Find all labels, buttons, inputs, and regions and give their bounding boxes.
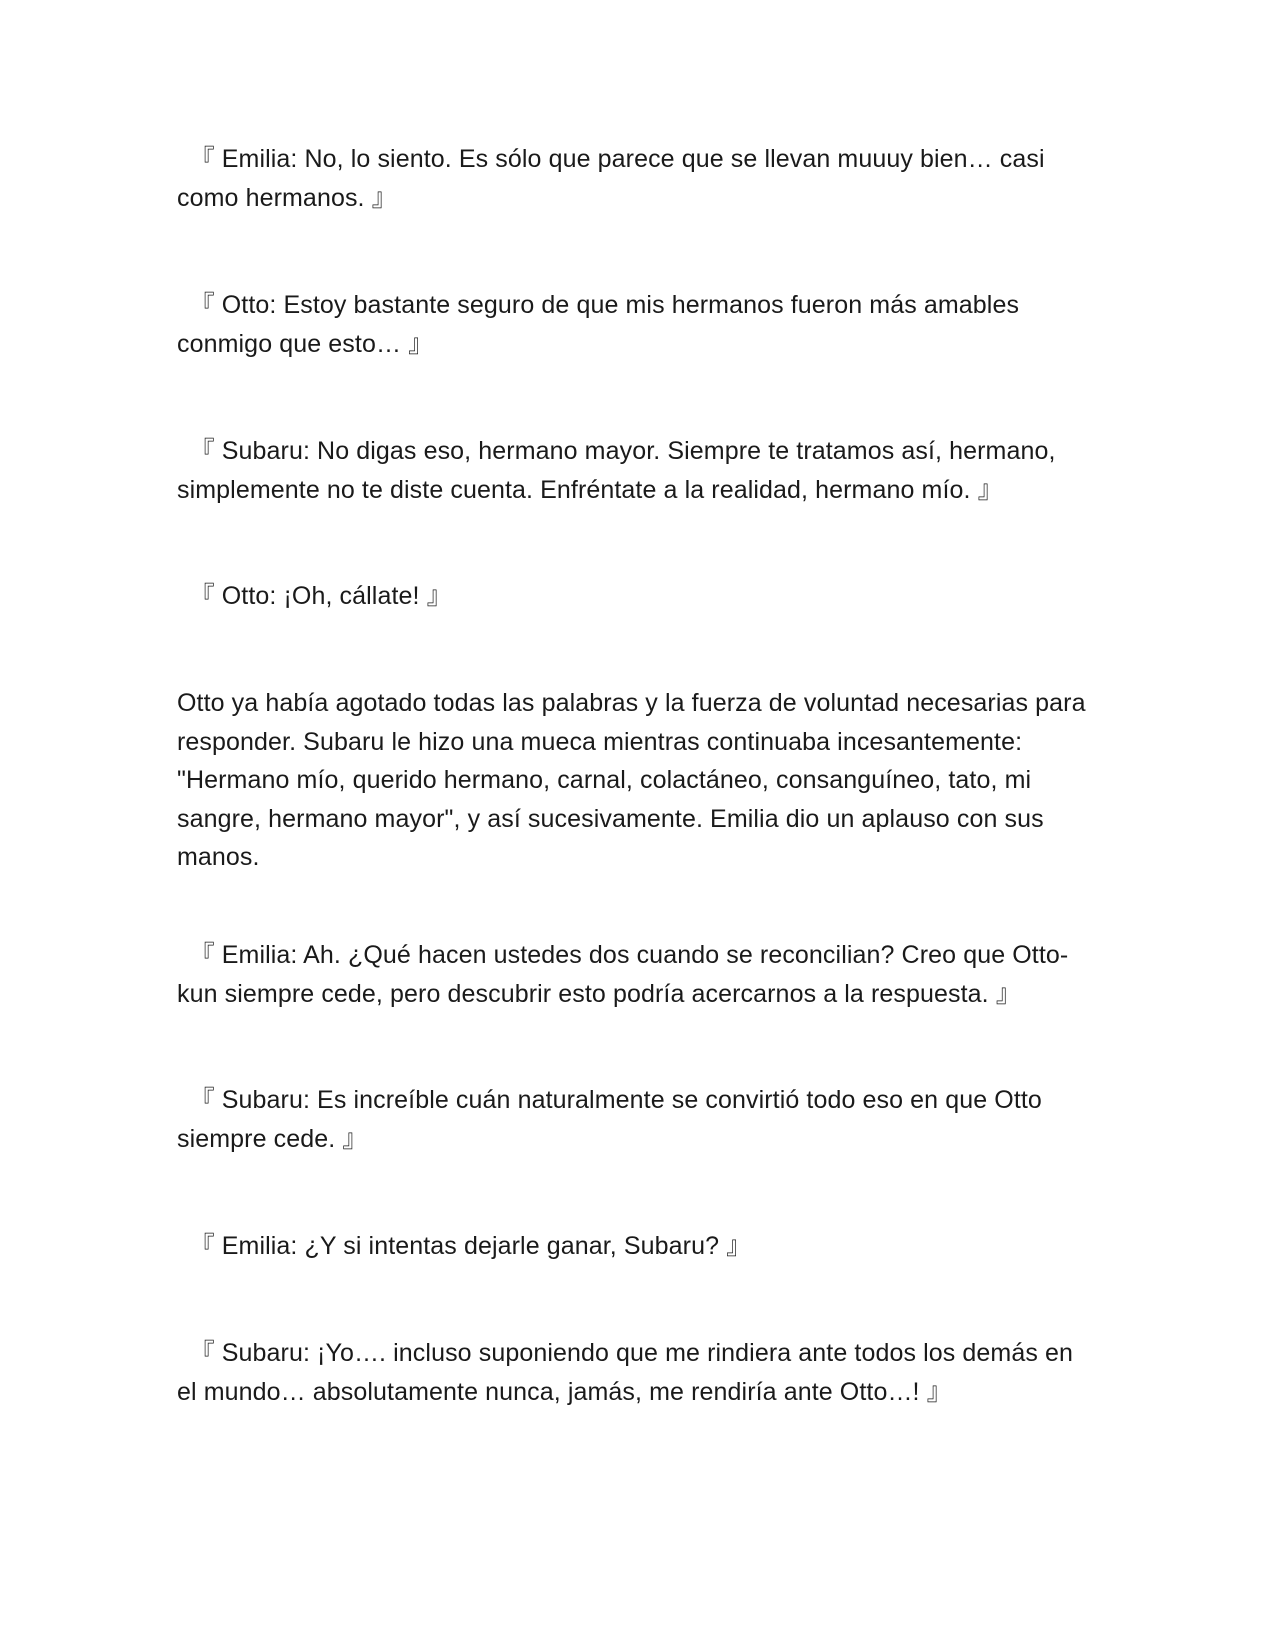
dialogue-emilia-2: 『 Emilia: Ah. ¿Qué hacen ustedes dos cuando se reconcilian? Creo que Otto-kun siempre cede, pero descubrir esto podría acercarnos a la respuesta. 』 [177, 941, 1069, 1008]
dialogue-otto-2: 『 Otto: ¡Oh, cállate! 』 [177, 582, 452, 610]
narration-paragraph: Otto ya había agotado todas las palabras y la fuerza de voluntad necesarias para responder. Subaru le hizo una mueca mientras continuaba incesantemente: "Hermano mío, querido hermano, carnal, colactáneo, consanguíneo, tato, mi sangre, hermano mayor", y así sucesivamente. Emilia dio un aplauso con sus manos. [177, 689, 1086, 871]
dialogue-emilia-3: 『 Emilia: ¿Y si intentas dejarle ganar, Subaru? 』 [177, 1232, 752, 1260]
dialogue-otto-1: 『 Otto: Estoy bastante seguro de que mis hermanos fueron más amables conmigo que esto… 』 [177, 291, 1020, 358]
dialogue-emilia-1: 『 Emilia: No, lo siento. Es sólo que parece que se llevan muuuy bien… casi como hermanos. 』 [177, 145, 1045, 212]
dialogue-subaru-1: 『 Subaru: No digas eso, hermano mayor. Siempre te tratamos así, hermano, simplemente no te diste cuenta. Enfréntate a la realidad, hermano mío. 』 [177, 437, 1056, 504]
dialogue-subaru-2: 『 Subaru: Es increíble cuán naturalmente se convirtió todo eso en que Otto siempre cede. 』 [177, 1086, 1042, 1153]
dialogue-subaru-3: 『 Subaru: ¡Yo…. incluso suponiendo que me rindiera ante todos los demás en el mundo… absolutamente nunca, jamás, me rendiría ante Otto…! 』 [177, 1339, 1074, 1406]
